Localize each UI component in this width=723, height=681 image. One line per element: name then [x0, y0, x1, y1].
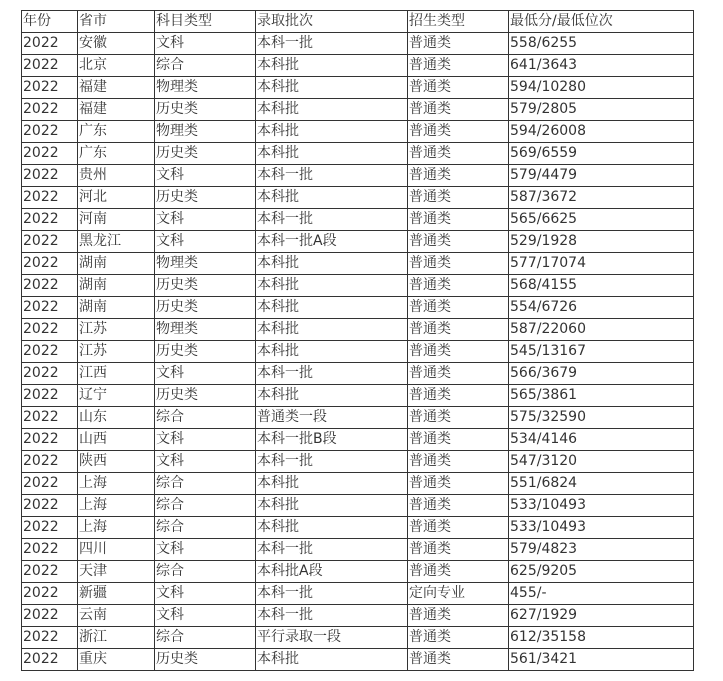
cell-min-score-rank: 533/10493	[509, 517, 694, 539]
cell-province: 陕西	[78, 451, 155, 473]
cell-enrollment-type: 普通类	[408, 363, 509, 385]
table-row	[22, 55, 694, 77]
cell-year: 2022	[22, 77, 78, 99]
cell-province: 辽宁	[78, 385, 155, 407]
cell-enrollment-type: 普通类	[408, 55, 509, 77]
cell-subject-type: 历史类	[155, 143, 256, 165]
cell-min-score-rank: 612/35158	[509, 627, 694, 649]
cell-province: 天津	[78, 561, 155, 583]
cell-province: 新疆	[78, 583, 155, 605]
cell-province: 江苏	[78, 341, 155, 363]
cell-province: 山西	[78, 429, 155, 451]
cell-province: 湖南	[78, 297, 155, 319]
table-row	[22, 33, 694, 55]
cell-province: 上海	[78, 495, 155, 517]
table-row	[22, 121, 694, 143]
cell-admission-batch: 本科批	[256, 187, 408, 209]
table-row	[22, 539, 694, 561]
cell-subject-type: 物理类	[155, 77, 256, 99]
cell-enrollment-type: 普通类	[408, 253, 509, 275]
cell-enrollment-type: 普通类	[408, 649, 509, 671]
cell-admission-batch: 本科批	[256, 495, 408, 517]
cell-min-score-rank: 558/6255	[509, 33, 694, 55]
cell-min-score-rank: 566/3679	[509, 363, 694, 385]
table-row	[22, 473, 694, 495]
cell-min-score-rank: 625/9205	[509, 561, 694, 583]
cell-year: 2022	[22, 319, 78, 341]
cell-admission-batch: 本科批	[256, 473, 408, 495]
cell-enrollment-type: 定向专业	[408, 583, 509, 605]
table-row	[22, 363, 694, 385]
cell-year: 2022	[22, 165, 78, 187]
cell-enrollment-type: 普通类	[408, 451, 509, 473]
cell-min-score-rank: 455/-	[509, 583, 694, 605]
cell-year: 2022	[22, 341, 78, 363]
table-row	[22, 627, 694, 649]
admission-score-table	[21, 10, 694, 671]
table-row	[22, 143, 694, 165]
cell-subject-type: 历史类	[155, 99, 256, 121]
header-admission-batch: 录取批次	[256, 11, 408, 33]
cell-year: 2022	[22, 605, 78, 627]
cell-year: 2022	[22, 297, 78, 319]
cell-subject-type: 综合	[155, 561, 256, 583]
table-row	[22, 165, 694, 187]
cell-year: 2022	[22, 385, 78, 407]
cell-admission-batch: 本科一批	[256, 33, 408, 55]
cell-subject-type: 文科	[155, 231, 256, 253]
cell-admission-batch: 本科一批B段	[256, 429, 408, 451]
cell-subject-type: 文科	[155, 539, 256, 561]
cell-subject-type: 综合	[155, 473, 256, 495]
cell-admission-batch: 本科批A段	[256, 561, 408, 583]
cell-min-score-rank: 533/10493	[509, 495, 694, 517]
cell-province: 福建	[78, 99, 155, 121]
cell-province: 福建	[78, 77, 155, 99]
cell-subject-type: 综合	[155, 495, 256, 517]
cell-enrollment-type: 普通类	[408, 297, 509, 319]
table-row	[22, 495, 694, 517]
cell-year: 2022	[22, 187, 78, 209]
cell-year: 2022	[22, 429, 78, 451]
table-row	[22, 99, 694, 121]
cell-min-score-rank: 627/1929	[509, 605, 694, 627]
cell-enrollment-type: 普通类	[408, 121, 509, 143]
cell-min-score-rank: 594/10280	[509, 77, 694, 99]
cell-admission-batch: 本科批	[256, 77, 408, 99]
cell-province: 河北	[78, 187, 155, 209]
cell-admission-batch: 本科一批	[256, 539, 408, 561]
cell-province: 广东	[78, 121, 155, 143]
cell-admission-batch: 本科一批	[256, 605, 408, 627]
cell-subject-type: 文科	[155, 363, 256, 385]
cell-min-score-rank: 565/6625	[509, 209, 694, 231]
table-row	[22, 319, 694, 341]
cell-subject-type: 历史类	[155, 275, 256, 297]
cell-min-score-rank: 569/6559	[509, 143, 694, 165]
cell-subject-type: 文科	[155, 165, 256, 187]
table-row	[22, 209, 694, 231]
cell-admission-batch: 本科批	[256, 275, 408, 297]
cell-min-score-rank: 534/4146	[509, 429, 694, 451]
cell-min-score-rank: 568/4155	[509, 275, 694, 297]
cell-province: 四川	[78, 539, 155, 561]
cell-admission-batch: 本科批	[256, 341, 408, 363]
cell-province: 广东	[78, 143, 155, 165]
cell-admission-batch: 本科批	[256, 55, 408, 77]
cell-enrollment-type: 普通类	[408, 341, 509, 363]
cell-enrollment-type: 普通类	[408, 429, 509, 451]
table-row	[22, 451, 694, 473]
cell-min-score-rank: 579/4479	[509, 165, 694, 187]
cell-subject-type: 物理类	[155, 121, 256, 143]
cell-province: 黑龙江	[78, 231, 155, 253]
header-subject-type: 科目类型	[155, 11, 256, 33]
cell-province: 上海	[78, 517, 155, 539]
cell-year: 2022	[22, 55, 78, 77]
cell-subject-type: 综合	[155, 55, 256, 77]
cell-admission-batch: 本科批	[256, 517, 408, 539]
cell-province: 北京	[78, 55, 155, 77]
cell-min-score-rank: 565/3861	[509, 385, 694, 407]
cell-enrollment-type: 普通类	[408, 33, 509, 55]
table-row	[22, 583, 694, 605]
cell-admission-batch: 本科一批	[256, 209, 408, 231]
table-body	[22, 33, 694, 671]
cell-enrollment-type: 普通类	[408, 99, 509, 121]
header-enrollment-type: 招生类型	[408, 11, 509, 33]
table-row	[22, 429, 694, 451]
cell-subject-type: 历史类	[155, 297, 256, 319]
cell-year: 2022	[22, 143, 78, 165]
cell-subject-type: 物理类	[155, 319, 256, 341]
cell-enrollment-type: 普通类	[408, 187, 509, 209]
cell-admission-batch: 本科一批A段	[256, 231, 408, 253]
cell-year: 2022	[22, 231, 78, 253]
cell-province: 江西	[78, 363, 155, 385]
cell-enrollment-type: 普通类	[408, 561, 509, 583]
cell-subject-type: 文科	[155, 33, 256, 55]
cell-min-score-rank: 547/3120	[509, 451, 694, 473]
cell-min-score-rank: 641/3643	[509, 55, 694, 77]
cell-enrollment-type: 普通类	[408, 231, 509, 253]
table-row	[22, 605, 694, 627]
cell-enrollment-type: 普通类	[408, 407, 509, 429]
cell-year: 2022	[22, 649, 78, 671]
cell-province: 江苏	[78, 319, 155, 341]
cell-enrollment-type: 普通类	[408, 539, 509, 561]
cell-province: 上海	[78, 473, 155, 495]
cell-subject-type: 物理类	[155, 253, 256, 275]
cell-admission-batch: 本科批	[256, 121, 408, 143]
cell-subject-type: 文科	[155, 605, 256, 627]
cell-min-score-rank: 587/22060	[509, 319, 694, 341]
cell-admission-batch: 本科批	[256, 385, 408, 407]
table-row	[22, 385, 694, 407]
cell-year: 2022	[22, 209, 78, 231]
cell-province: 重庆	[78, 649, 155, 671]
cell-subject-type: 综合	[155, 517, 256, 539]
header-year: 年份	[22, 11, 78, 33]
cell-admission-batch: 本科批	[256, 99, 408, 121]
cell-province: 浙江	[78, 627, 155, 649]
cell-year: 2022	[22, 253, 78, 275]
table-row	[22, 517, 694, 539]
cell-year: 2022	[22, 627, 78, 649]
cell-admission-batch: 本科一批	[256, 363, 408, 385]
cell-min-score-rank: 575/32590	[509, 407, 694, 429]
cell-year: 2022	[22, 275, 78, 297]
cell-enrollment-type: 普通类	[408, 319, 509, 341]
cell-year: 2022	[22, 121, 78, 143]
cell-province: 贵州	[78, 165, 155, 187]
cell-year: 2022	[22, 33, 78, 55]
cell-subject-type: 历史类	[155, 649, 256, 671]
cell-admission-batch: 本科一批	[256, 583, 408, 605]
table-row	[22, 275, 694, 297]
cell-enrollment-type: 普通类	[408, 517, 509, 539]
cell-year: 2022	[22, 99, 78, 121]
cell-min-score-rank: 594/26008	[509, 121, 694, 143]
cell-year: 2022	[22, 561, 78, 583]
cell-admission-batch: 普通类一段	[256, 407, 408, 429]
cell-admission-batch: 本科批	[256, 319, 408, 341]
table-row	[22, 253, 694, 275]
cell-province: 云南	[78, 605, 155, 627]
cell-subject-type: 历史类	[155, 187, 256, 209]
cell-min-score-rank: 545/13167	[509, 341, 694, 363]
cell-subject-type: 历史类	[155, 385, 256, 407]
cell-min-score-rank: 551/6824	[509, 473, 694, 495]
cell-min-score-rank: 554/6726	[509, 297, 694, 319]
table-row	[22, 561, 694, 583]
cell-enrollment-type: 普通类	[408, 143, 509, 165]
table-row	[22, 341, 694, 363]
header-min-score-rank: 最低分/最低位次	[509, 11, 694, 33]
header-province: 省市	[78, 11, 155, 33]
cell-min-score-rank: 529/1928	[509, 231, 694, 253]
cell-subject-type: 文科	[155, 209, 256, 231]
cell-subject-type: 文科	[155, 429, 256, 451]
table-row	[22, 77, 694, 99]
cell-enrollment-type: 普通类	[408, 627, 509, 649]
cell-min-score-rank: 587/3672	[509, 187, 694, 209]
cell-admission-batch: 本科批	[256, 297, 408, 319]
cell-subject-type: 综合	[155, 407, 256, 429]
cell-admission-batch: 平行录取一段	[256, 627, 408, 649]
table-row	[22, 407, 694, 429]
cell-enrollment-type: 普通类	[408, 209, 509, 231]
cell-province: 湖南	[78, 275, 155, 297]
cell-enrollment-type: 普通类	[408, 77, 509, 99]
cell-subject-type: 文科	[155, 583, 256, 605]
table-row	[22, 649, 694, 671]
cell-province: 湖南	[78, 253, 155, 275]
cell-admission-batch: 本科批	[256, 649, 408, 671]
cell-province: 安徽	[78, 33, 155, 55]
cell-min-score-rank: 577/17074	[509, 253, 694, 275]
cell-year: 2022	[22, 495, 78, 517]
cell-min-score-rank: 579/4823	[509, 539, 694, 561]
cell-admission-batch: 本科一批	[256, 165, 408, 187]
table-row	[22, 231, 694, 253]
cell-year: 2022	[22, 539, 78, 561]
table-row	[22, 297, 694, 319]
cell-subject-type: 综合	[155, 627, 256, 649]
cell-min-score-rank: 579/2805	[509, 99, 694, 121]
cell-enrollment-type: 普通类	[408, 385, 509, 407]
cell-year: 2022	[22, 517, 78, 539]
cell-min-score-rank: 561/3421	[509, 649, 694, 671]
cell-year: 2022	[22, 451, 78, 473]
cell-admission-batch: 本科批	[256, 253, 408, 275]
cell-enrollment-type: 普通类	[408, 495, 509, 517]
table-row	[22, 187, 694, 209]
cell-province: 河南	[78, 209, 155, 231]
cell-enrollment-type: 普通类	[408, 165, 509, 187]
cell-subject-type: 文科	[155, 451, 256, 473]
cell-year: 2022	[22, 583, 78, 605]
table-header-row	[22, 11, 694, 33]
cell-year: 2022	[22, 473, 78, 495]
score-table-container	[21, 10, 694, 671]
cell-admission-batch: 本科一批	[256, 451, 408, 473]
cell-enrollment-type: 普通类	[408, 605, 509, 627]
cell-admission-batch: 本科批	[256, 143, 408, 165]
cell-province: 山东	[78, 407, 155, 429]
cell-subject-type: 历史类	[155, 341, 256, 363]
cell-year: 2022	[22, 407, 78, 429]
cell-enrollment-type: 普通类	[408, 473, 509, 495]
cell-enrollment-type: 普通类	[408, 275, 509, 297]
cell-year: 2022	[22, 363, 78, 385]
